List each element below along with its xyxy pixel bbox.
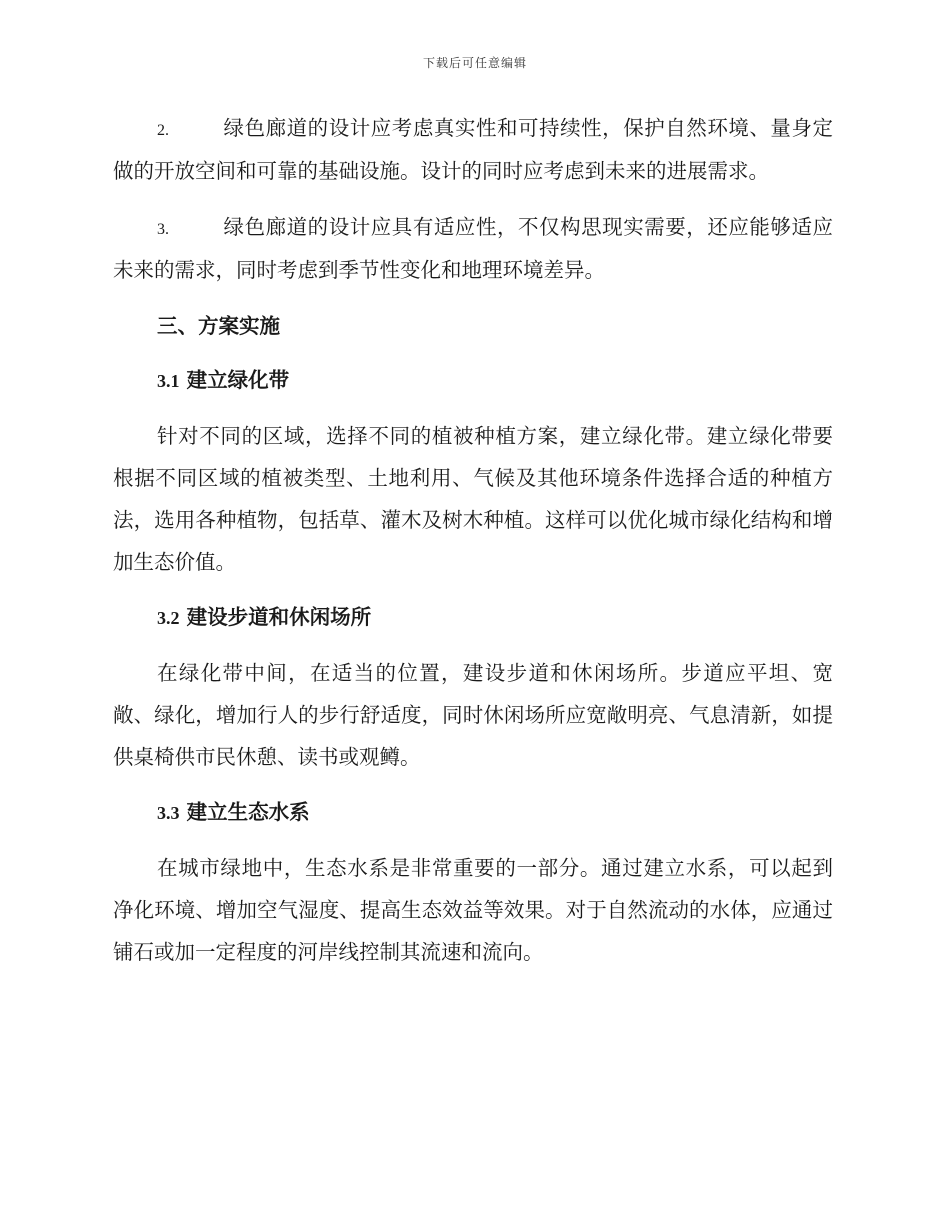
section-heading: 三、方案实施 [157,314,280,338]
subsection-title: 建设步道和休闲场所 [186,605,372,629]
list-item-text: 绿色廊道的设计应考虑真实性和可持续性，保护自然环境、量身定做的开放空间和可靠的基础设施。设计的同时应考虑到未来的进展需求。 [113,116,833,183]
subsection-title: 建立绿化带 [186,368,290,392]
subsection-number: 3.1 [157,371,180,391]
subsection-heading [157,360,833,401]
subsection-heading [157,792,833,833]
list-item [113,108,833,191]
list-item-number: 2. [157,122,169,139]
paragraph: 在城市绿地中，生态水系是非常重要的一部分。通过建立水系，可以起到净化环境、增加空气湿度、提高生态效益等效果。对于自然流动的水体，应通过铺石或加一定程度的河岸线控制其流速和流向。 [113,856,833,964]
paragraph: 在绿化带中间，在适当的位置，建设步道和休闲场所。步道应平坦、宽敞、绿化，增加行人的步行舒适度，同时休闲场所应宽敞明亮、气息清新，如提供桌椅供市民休憩、读书或观鳟。 [113,661,833,769]
list-item [113,207,833,290]
list-item-number: 3. [157,221,169,238]
subsection-number: 3.3 [157,803,180,823]
subsection-title: 建立生态水系 [186,800,310,824]
document-body [113,108,833,987]
list-item-text: 绿色廊道的设计应具有适应性，不仅构思现实需要，还应能够适应未来的需求，同时考虑到季节性变化和地理环境差异。 [113,215,833,282]
page-header: 下载后可任意编辑 [422,56,527,70]
paragraph: 针对不同的区域，选择不同的植被种植方案，建立绿化带。建立绿化带要根据不同区域的植被类型、土地利用、气候及其他环境条件选择合适的种植方法，选用各种植物，包括草、灌木及树木种植。这样可以优化城市绿化结构和增加生态价值。 [113,424,833,574]
subsection-number: 3.2 [157,608,180,628]
subsection-heading [157,597,833,638]
